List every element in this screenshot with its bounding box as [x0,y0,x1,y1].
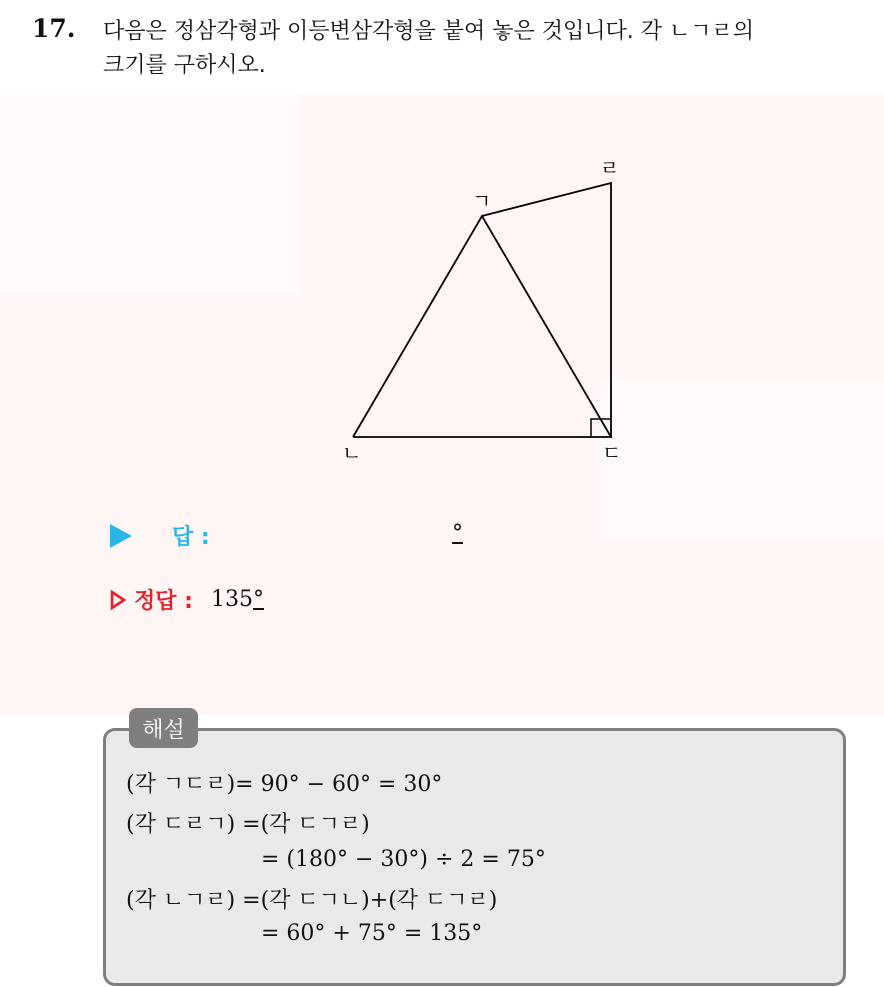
label-g: ㄱ [472,189,492,213]
answer-row [110,520,210,551]
label-r: ㄹ [600,156,620,180]
correct-answer-value [211,587,264,612]
answer-label: 답 : [172,525,210,550]
correct-answer-label: 정답 : [134,589,193,614]
triangle-figure [320,150,640,470]
explanation-line-5: = 60° + 75° = 135° [261,921,483,946]
label-d: ㄷ [602,441,622,465]
question-text-line-1: 다음은 정삼각형과 이등변삼각형을 붙여 놓은 것입니다. 각 ㄴㄱㄹ의 [103,19,755,44]
explanation-line-3: = (180° − 30°) ÷ 2 = 75° [261,847,546,872]
right-angle-mark [591,419,611,437]
answer-blank-unit: ° [452,521,463,546]
explanation-box [103,728,846,986]
play-triangle-icon [110,524,132,548]
question-number: 17. [32,14,76,43]
correct-answer-number: 135 [210,587,253,612]
explanation-tag: 해설 [129,708,198,748]
equilateral-triangle [353,216,611,437]
explanation-line-4: (각 ㄴㄱㄹ) =(각 ㄷㄱㄴ)+(각 ㄷㄱㄹ) [126,888,498,913]
isosceles-triangle [482,183,611,437]
label-n: ㄴ [342,441,362,465]
correct-answer-row [110,584,264,615]
correct-answer-unit: ° [252,587,264,612]
outline-triangle-icon [110,590,126,610]
explanation-line-1: (각 ㄱㄷㄹ)= 90° − 60° = 30° [126,772,443,797]
explanation-line-2: (각 ㄷㄹㄱ) =(각 ㄷㄱㄹ) [126,812,370,837]
question-text [103,15,873,83]
question-text-line-2: 크기를 구하시오. [103,53,266,78]
